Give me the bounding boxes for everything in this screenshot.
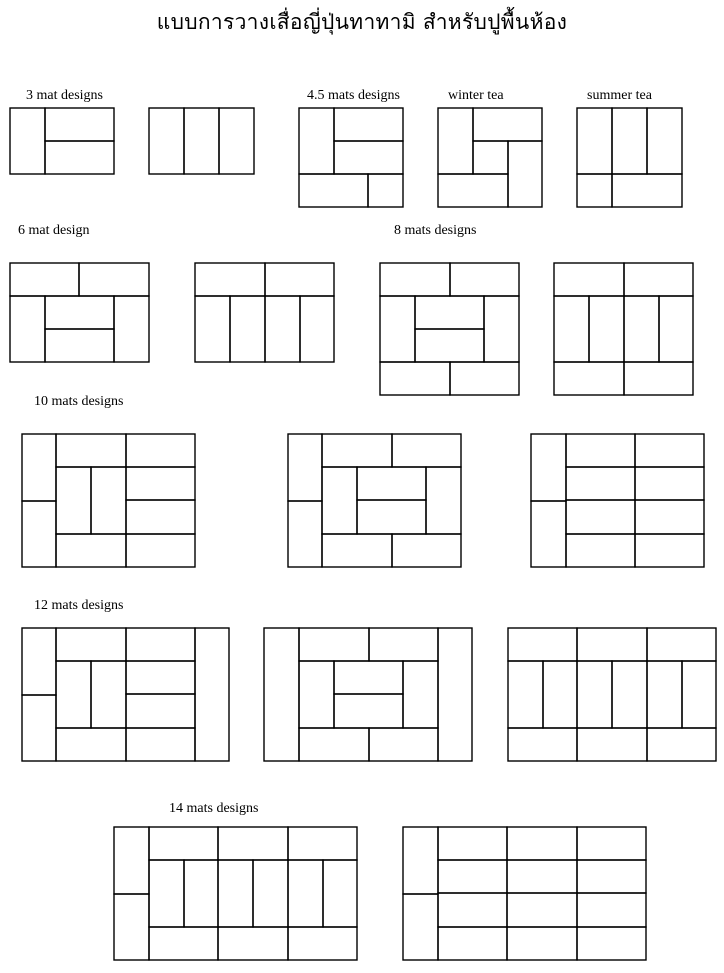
tatami-mat [624,362,693,395]
tatami-mat [531,501,566,567]
tatami-mat [392,434,461,467]
tatami-mat [184,108,219,174]
tatami-mat [56,728,126,761]
tatami-mat [507,927,577,960]
tatami-mat [126,694,195,728]
tatami-mat [566,467,635,500]
tatami-mat [635,467,704,500]
tatami-mat [566,534,635,567]
label-12-mat: 12 mats designs [34,598,124,613]
layout-6-mat-b [195,263,334,362]
tatami-mat [45,296,114,329]
tatami-mat [508,141,542,207]
tatami-mat [577,661,612,728]
tatami-mat [265,296,300,362]
tatami-mat [184,860,218,927]
tatami-mat [392,534,461,567]
tatami-mat [438,860,507,893]
tatami-mat [10,263,79,296]
tatami-mat [507,827,577,860]
layout-summer-tea [577,108,682,207]
tatami-mat [403,894,438,960]
tatami-mat [91,467,126,534]
label-4-5-mat: 4.5 mats designs [307,88,400,103]
tatami-mat [288,927,357,960]
tatami-mat [612,661,647,728]
tatami-mat [22,501,56,567]
tatami-mat [369,628,438,661]
layout-4-5-mat [299,108,403,207]
tatami-mat [300,296,334,362]
label-summer-tea: summer tea [587,88,652,103]
label-6-mat: 6 mat design [18,223,90,238]
tatami-mat [635,534,704,567]
tatami-mat [357,500,426,534]
tatami-mat [659,296,693,362]
tatami-mat [288,434,322,501]
tatami-mat [473,108,542,141]
tatami-mat [253,860,288,927]
tatami-mat [218,860,253,927]
tatami-mat [612,108,647,174]
tatami-mat [438,893,507,927]
tatami-mat [299,174,368,207]
tatami-mat [635,434,704,467]
layout-3-mat-a [10,108,114,174]
tatami-mat [682,661,716,728]
layout-10-mat-c [531,434,704,567]
tatami-mat [577,860,646,893]
tatami-mat [10,296,45,362]
tatami-mat [334,694,403,728]
tatami-mat [45,141,114,174]
tatami-mat [299,661,334,728]
tatami-mat [507,893,577,927]
tatami-mat [507,860,577,893]
tatami-mat [149,108,184,174]
tatami-mat [508,628,577,661]
layout-winter-tea [438,108,542,207]
tatami-mat [219,108,254,174]
tatami-mat [149,927,218,960]
tatami-mat [45,329,114,362]
tatami-mat [624,296,659,362]
tatami-mat [288,827,357,860]
tatami-mat [368,174,403,207]
layout-10-mat-b [288,434,461,567]
tatami-mat [577,174,612,207]
label-8-mat: 8 mats designs [394,223,477,238]
tatami-mat [299,728,369,761]
layout-6-mat-a [10,263,149,362]
tatami-mat [195,296,230,362]
tatami-mat [126,467,195,500]
tatami-mat [334,141,403,174]
tatami-mat [126,534,195,567]
tatami-mat [484,296,519,362]
tatami-mat [334,108,403,141]
tatami-mat [554,296,589,362]
tatami-mat [126,434,195,467]
layout-12-mat-c [508,628,716,761]
tatami-mat [288,501,322,567]
tatami-mat [647,728,716,761]
tatami-mat [195,628,229,761]
tatami-mat [126,500,195,534]
tatami-mat [647,108,682,174]
tatami-mat [114,827,149,894]
tatami-mat [79,263,149,296]
label-10-mat: 10 mats designs [34,394,124,409]
label-14-mat: 14 mats designs [169,801,259,816]
tatami-mat [577,628,647,661]
tatami-mat [126,661,195,694]
tatami-mat [45,108,114,141]
layout-3-mat-b [149,108,254,174]
label-3-mat: 3 mat designs [26,88,103,103]
tatami-mat [531,434,566,501]
layout-12-mat-a [22,628,229,761]
tatami-mat [299,108,334,174]
label-winter-tea: winter tea [448,88,504,103]
tatami-mat [566,434,635,467]
layout-10-mat-a [22,434,195,567]
tatami-mat [288,860,323,927]
layout-14-mat-b [403,827,646,960]
tatami-mat [589,296,624,362]
tatami-mat [473,141,508,174]
tatami-mat [10,108,45,174]
tatami-mat [126,628,195,661]
tatami-mat [450,362,519,395]
tatami-mat [126,728,195,761]
tatami-mat [612,174,682,207]
tatami-mat [56,534,126,567]
tatami-mat [450,263,519,296]
tatami-mat [508,661,543,728]
tatami-mat [438,927,507,960]
tatami-mat [380,263,450,296]
tatami-mat [22,695,56,761]
tatami-mat [415,296,484,329]
tatami-mat [647,661,682,728]
tatami-mat [577,893,646,927]
tatami-mat [554,362,624,395]
tatami-mat [635,500,704,534]
tatami-mat [334,661,403,694]
tatami-mat [149,860,184,927]
tatami-mat [438,827,507,860]
tatami-mat [438,628,472,761]
layout-8-mat-a [380,263,519,395]
tatami-mat [624,263,693,296]
tatami-mat [195,263,265,296]
tatami-mat [218,927,288,960]
tatami-mat [114,894,149,960]
tatami-mat [426,467,461,534]
tatami-mat [508,728,577,761]
tatami-mat [149,827,218,860]
tatami-mat [22,628,56,695]
tatami-mat [56,467,91,534]
tatami-mat [577,827,646,860]
tatami-mat [566,500,635,534]
tatami-mat [56,434,126,467]
tatami-mat [218,827,288,860]
tatami-mat [230,296,265,362]
tatami-mat [323,860,357,927]
tatami-mat [438,174,508,207]
tatami-mat [322,467,357,534]
tatami-mat [265,263,334,296]
layout-14-mat-a [114,827,357,960]
tatami-mat [322,434,392,467]
tatami-mat [577,108,612,174]
layout-8-mat-b [554,263,693,395]
page-title: แบบการวางเสื่อญี่ปุ่นทาทามิ สำหรับปูพื้นห้อง [156,10,568,34]
tatami-mat [114,296,149,362]
tatami-mat [322,534,392,567]
tatami-mat [403,827,438,894]
tatami-mat [264,628,299,761]
tatami-mat [577,728,647,761]
tatami-mat [22,434,56,501]
tatami-mat [403,661,438,728]
tatami-mat [438,108,473,174]
tatami-mat [554,263,624,296]
tatami-mat [369,728,438,761]
tatami-mat [380,296,415,362]
tatami-mat [543,661,577,728]
tatami-mat [415,329,484,362]
tatami-mat [357,467,426,500]
tatami-mat [56,661,91,728]
layout-12-mat-b [264,628,472,761]
tatami-mat [647,628,716,661]
tatami-mat [380,362,450,395]
tatami-mat [577,927,646,960]
tatami-mat [91,661,126,728]
tatami-mat [56,628,126,661]
tatami-mat [299,628,369,661]
